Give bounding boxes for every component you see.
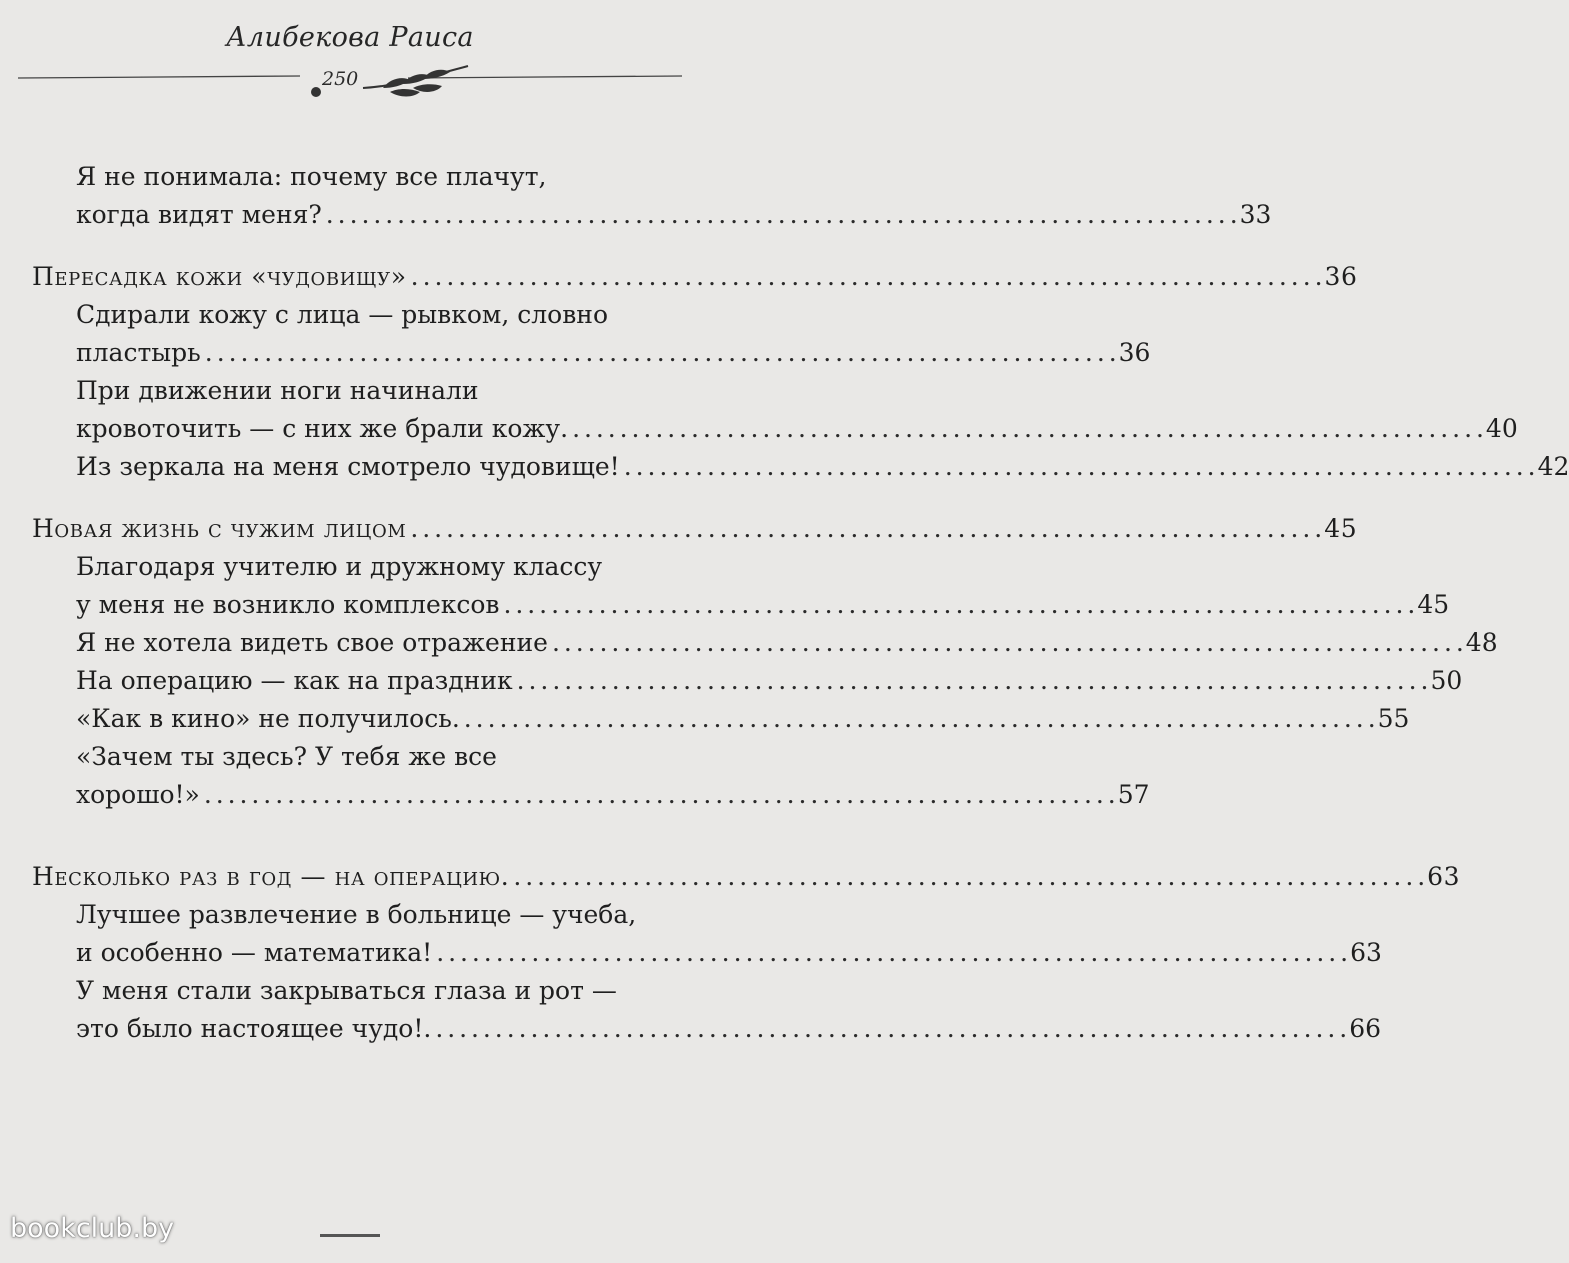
toc-entry-title-line: Я не понимала: почему все плачут, bbox=[76, 162, 547, 191]
toc-subsection-entry bbox=[0, 296, 1151, 372]
toc-entry-title-line: и особенно — математика! bbox=[76, 938, 433, 967]
toc-entry-title-line: У меня стали закрываться глаза и рот — bbox=[76, 976, 617, 1005]
toc-entry-title-line: Несколько раз в год — на операцию. bbox=[32, 862, 510, 891]
toc-subsection-entry bbox=[0, 700, 1410, 738]
toc-entry-title-line: На операцию — как на праздник bbox=[76, 666, 513, 695]
toc-page-number: 66 bbox=[1349, 1014, 1382, 1043]
toc-section-entry bbox=[0, 858, 1461, 896]
footer-rule bbox=[320, 1234, 380, 1237]
toc-page-number: 63 bbox=[1350, 938, 1382, 967]
toc-entry-title-line: кровоточить — с них же брали кожу. bbox=[76, 414, 569, 443]
toc-subsection-entry bbox=[0, 158, 1272, 234]
toc-page-number: 55 bbox=[1377, 704, 1410, 733]
watermark-text: bookclub.by bbox=[10, 1213, 175, 1244]
dot-leader bbox=[410, 514, 1320, 543]
toc-page-number: 36 bbox=[1118, 338, 1151, 367]
dot-leader bbox=[204, 780, 1114, 809]
toc-page-number: 40 bbox=[1485, 414, 1518, 443]
toc-entry-title-line: Я не хотела видеть свое отражение bbox=[76, 628, 548, 657]
toc-entry-title-line: это было настоящее чудо!. bbox=[76, 1014, 432, 1043]
dot-leader bbox=[326, 200, 1236, 229]
toc-entry-title-line: Благодаря учителю и дружному классу bbox=[76, 552, 603, 581]
toc-subsection-entry bbox=[0, 972, 1382, 1048]
toc-entry-title-line: когда видят меня? bbox=[76, 200, 322, 229]
table-of-contents bbox=[0, 158, 1569, 1048]
toc-subsection-entry bbox=[0, 896, 1382, 972]
toc-entry-title-line: пластырь bbox=[76, 338, 201, 367]
dot-leader bbox=[435, 1014, 1345, 1043]
toc-section-entry bbox=[0, 258, 1358, 296]
running-head-author: Алибекова Раиса bbox=[226, 22, 474, 53]
toc-entry-title-line: хорошо!» bbox=[76, 780, 200, 809]
toc-subsection-entry bbox=[0, 448, 1569, 486]
toc-page-number: 45 bbox=[1324, 514, 1358, 543]
toc-page-number: 33 bbox=[1239, 200, 1272, 229]
toc-subsection-entry bbox=[0, 624, 1498, 662]
dot-leader bbox=[513, 862, 1423, 891]
toc-subsection-entry bbox=[0, 548, 1450, 624]
dot-leader bbox=[205, 338, 1115, 367]
toc-entry-title-line: Пересадка кожи «чудовищу» bbox=[32, 262, 407, 291]
dot-leader bbox=[552, 628, 1462, 657]
dot-leader bbox=[572, 414, 1482, 443]
dot-leader bbox=[411, 262, 1321, 291]
toc-entry-title-line: «Как в кино» не получилось. bbox=[76, 704, 460, 733]
page-number: 250 bbox=[322, 68, 359, 90]
toc-page-number: 36 bbox=[1324, 262, 1358, 291]
dot-leader bbox=[436, 938, 1346, 967]
toc-page-number: 42 bbox=[1537, 452, 1569, 481]
toc-page-number: 45 bbox=[1417, 590, 1450, 619]
toc-subsection-entry bbox=[0, 662, 1463, 700]
toc-subsection-entry bbox=[0, 738, 1150, 814]
toc-entry-title-line: «Зачем ты здесь? У тебя же все bbox=[76, 742, 497, 771]
toc-page-number: 50 bbox=[1430, 666, 1463, 695]
toc-entry-title-line: При движении ноги начинали bbox=[76, 376, 479, 405]
toc-entry-title-line: Сдирали кожу с лица — рывком, словно bbox=[76, 300, 608, 329]
dot-leader bbox=[517, 666, 1427, 695]
toc-subsection-entry bbox=[0, 372, 1518, 448]
toc-page-number: 48 bbox=[1465, 628, 1498, 657]
toc-section-entry bbox=[0, 510, 1358, 548]
toc-entry-title-line: Новая жизнь с чужим лицом bbox=[32, 514, 407, 543]
toc-page-number: 63 bbox=[1427, 862, 1461, 891]
toc-entry-title-line: у меня не возникло комплексов bbox=[76, 590, 500, 619]
toc-page-number: 57 bbox=[1117, 780, 1150, 809]
dot-leader bbox=[504, 590, 1414, 619]
toc-entry-title-line: Из зеркала на меня смотрело чудовище! bbox=[76, 452, 620, 481]
toc-entry-title-line: Лучшее развлечение в больнице — учеба, bbox=[76, 900, 637, 929]
dot-leader bbox=[464, 704, 1374, 733]
dot-leader bbox=[624, 452, 1534, 481]
